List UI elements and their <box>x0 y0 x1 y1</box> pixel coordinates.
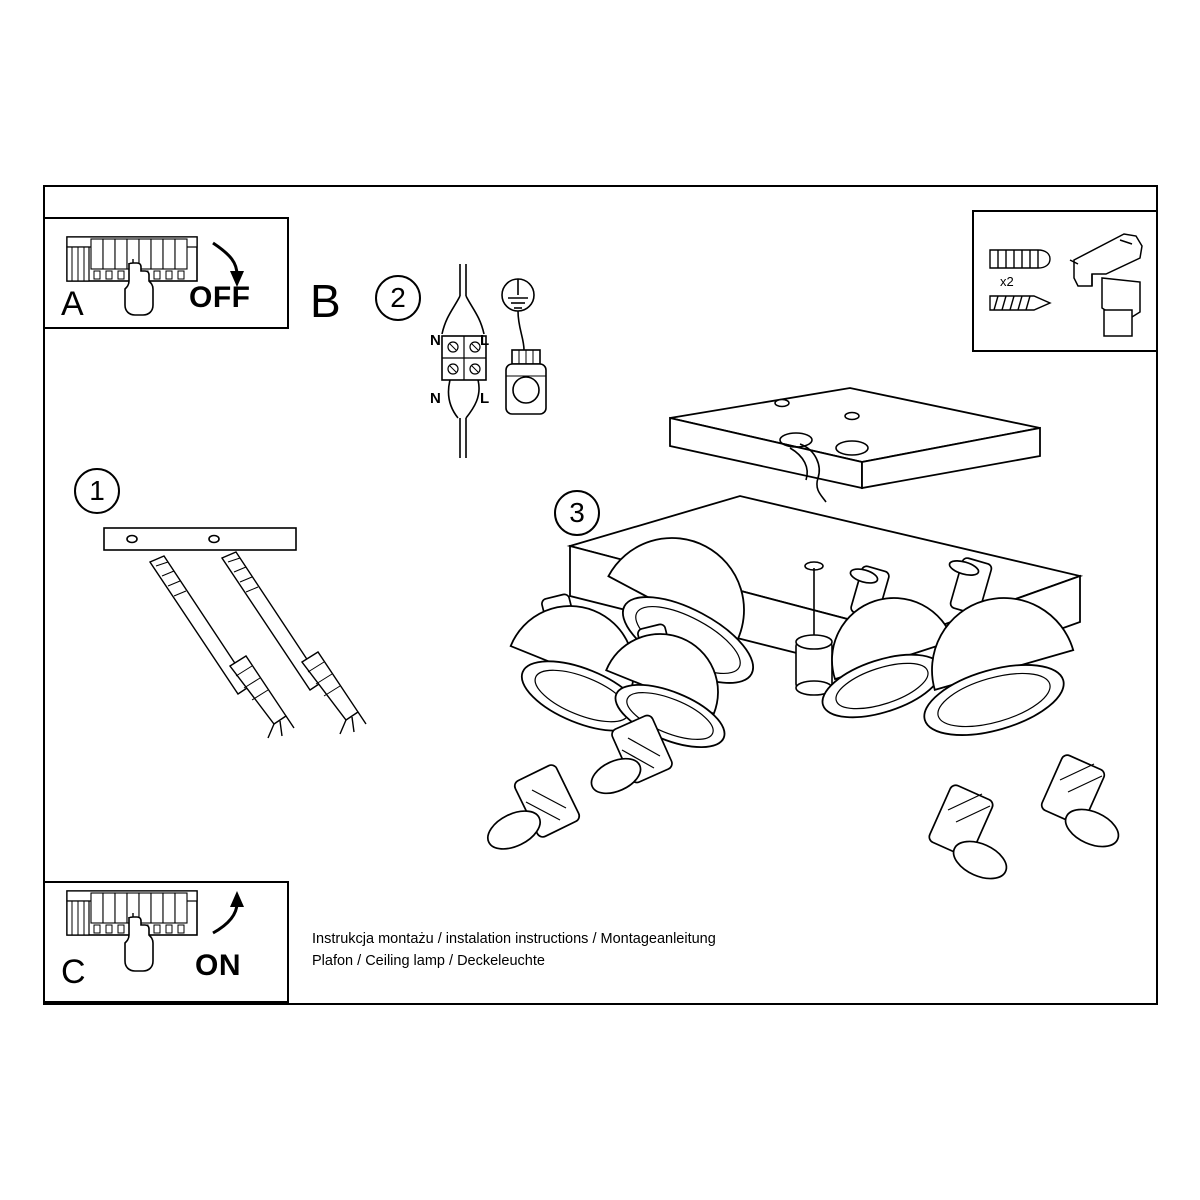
panel-a-letter: A <box>61 285 84 323</box>
panel-tools <box>972 210 1158 352</box>
wall-plug-icon <box>230 656 294 738</box>
step-1-diagram <box>90 510 410 740</box>
panel-c-state-label: ON <box>195 949 241 982</box>
panel-b-step-number: 2 <box>375 275 421 321</box>
step-1-number: 1 <box>74 468 120 514</box>
terminal-label-l-top: L <box>480 332 490 349</box>
spotlight-bulb-icon <box>927 783 1012 886</box>
terminal-label-n-bottom: N <box>430 390 441 407</box>
screw-icon <box>990 296 1050 310</box>
step-3-diagram <box>470 370 1160 940</box>
caption-line-2: Plafon / Ceiling lamp / Deckeleuchte <box>312 953 545 970</box>
arrow-head <box>230 891 244 907</box>
step-3-number: 3 <box>554 490 600 536</box>
mounting-plate-icon <box>104 528 296 550</box>
curved-arrow-icon <box>213 243 237 275</box>
panel-c-letter: C <box>61 953 86 991</box>
caption-line-1: Instrukcja montażu / instalation instructions / Montageanleitung <box>312 931 716 947</box>
mounting-bracket-icon <box>670 388 1040 488</box>
terminal-label-l-bottom: L <box>480 390 490 407</box>
wall-plug-icon <box>302 652 366 734</box>
panel-c <box>43 881 289 1003</box>
terminal-label-n-top: N <box>430 332 441 349</box>
wire-icon <box>442 264 484 334</box>
panel-b-letter: B <box>310 275 341 327</box>
curved-arrow-icon <box>213 903 237 933</box>
spotlight-bulb-icon <box>1040 753 1124 854</box>
earth-ground-icon <box>502 279 534 350</box>
panel-a-state-label: OFF <box>189 281 251 314</box>
power-drill-icon <box>1070 234 1142 336</box>
panel-a <box>43 217 289 329</box>
caption-block <box>312 928 832 973</box>
spotlight-bulb-icon <box>482 763 581 857</box>
wall-plug-icon <box>990 250 1050 268</box>
tools-quantity-label: x2 <box>1000 274 1014 289</box>
